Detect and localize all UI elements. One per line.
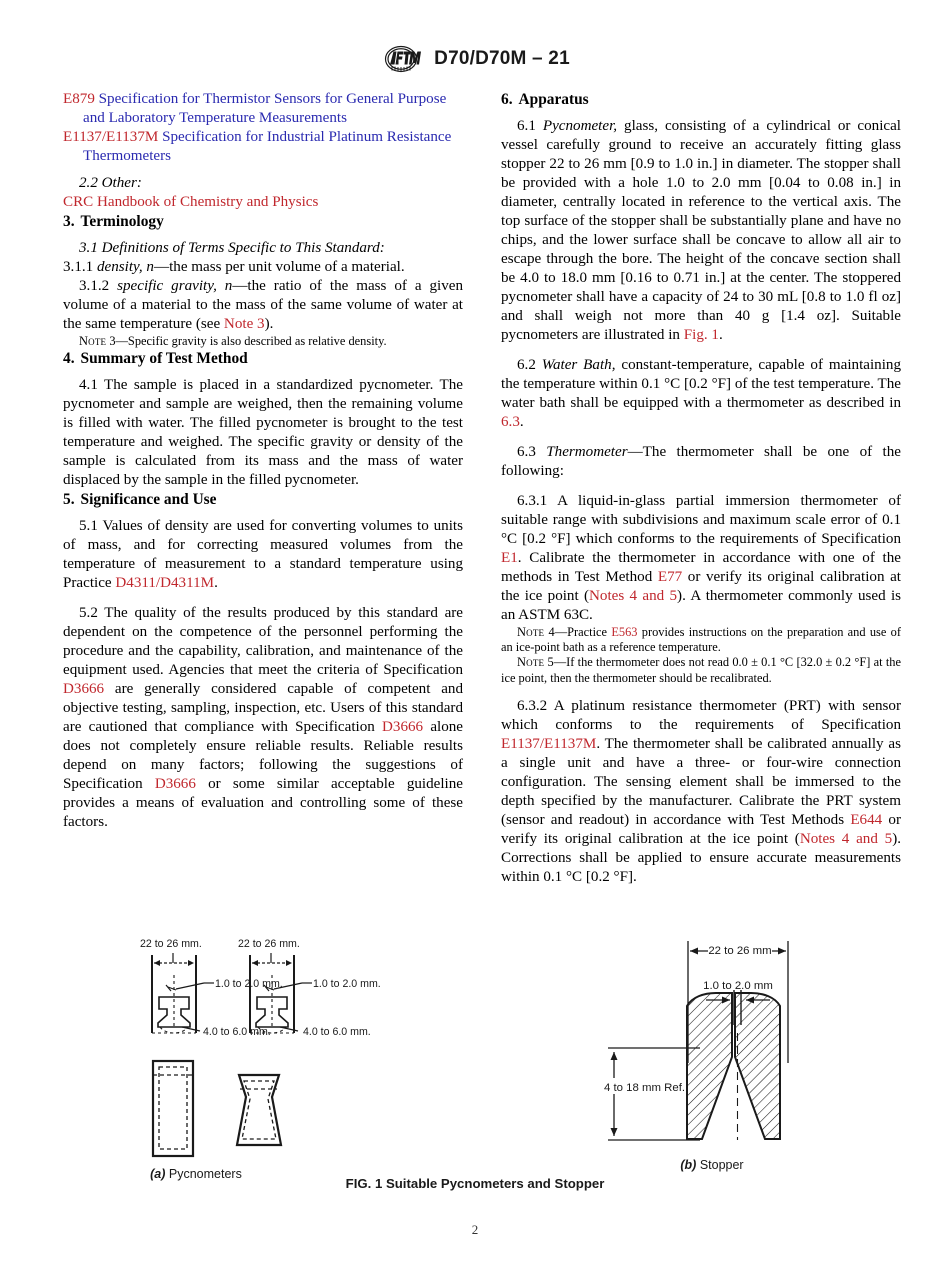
note-text: 4—Practice [544,625,612,639]
note-label: Note [517,655,545,670]
figure-caption: FIG. 1 Suitable Pycnometers and Stopper [345,1176,605,1191]
note-text: 5—If the thermometer does not read 0.0 ± 0.1 °C [32.0 ± 0.2 °F] at the ice point, then the thermometer should be recalibrated. [501,655,901,685]
section-heading-3 [63,212,463,231]
note-3 [63,334,463,349]
paragraph-text: or verify its original calibration at the ice point ( [501,569,901,604]
paragraph-3-1: 3.1 Definitions of Terms Specific to This Standard: [79,240,385,256]
paragraph-text-end: or some similar acceptable guideline provides a means of evaluation and controlling some of these factors. [63,776,463,831]
section-title: Terminology [80,213,164,230]
astm-logo-icon [380,44,424,74]
apparatus-term: Thermometer [546,444,628,460]
link-fig-1[interactable]: Fig. 1 [683,327,719,343]
dim-label-diameter-right: 22 to 26 mm. [238,938,300,950]
dim-label-concave-left: 4.0 to 6.0 mm. [203,1026,271,1038]
section-number: 3. [63,213,75,230]
subfigure-a-tag: (a) [150,1167,166,1181]
paragraph-4-1: 4.1 The sample is placed in a standardized pycnometer. The pycnometer and sample are weighed, then the remaining volume is filled with water. The filled pycnometer is brought to the test temperature and weighed. The specific gravity or density of the sample is calculated from its mass and the mass of water displaced by the sample in the filled pycnometer. [63,377,463,489]
paragraph-text-end: ). A thermometer commonly used is an ASTM 63C. [501,588,902,623]
dim-label-diameter-left: 22 to 26 mm. [140,938,202,950]
link-e1[interactable]: E1 [501,550,518,566]
link-d3666-1[interactable]: D3666 [63,681,105,698]
page-body [63,90,901,887]
section-title: Apparatus [518,91,589,108]
link-d3666-2[interactable]: D3666 [382,719,424,736]
definition-text: —the mass per unit volume of a material. [153,259,405,275]
dim-label-bore-right: 1.0 to 2.0 mm. [313,978,381,990]
defined-term: specific gravity, n [117,278,233,294]
paragraph-text: 5.1 Values of density are used for converting volumes to units of mass, and for correcting measured volumes from the temperature of measurement to a standard temperature using Practice [63,518,463,592]
link-e563[interactable]: E563 [611,625,638,639]
paragraph-6-3-1 [501,492,901,625]
left-column [63,90,463,887]
paragraph-5-2 [63,604,463,832]
page-header [0,44,950,74]
paragraph-text: or verify its original calibration at the ice point ( [501,811,901,847]
note-label: Note [517,625,545,639]
page-number: 2 [471,1222,479,1237]
apparatus-term: Water Bath, [541,357,616,373]
page-title: D70/D70M – 21 [434,48,570,69]
cylindrical-pycnometer [153,1061,193,1156]
defined-term: density, n [96,259,154,275]
reference-designation[interactable]: E879 [63,91,95,107]
section-heading-5 [63,490,463,509]
subfigure-a-text: Pycnometers [165,1167,242,1181]
paragraph-6-3 [501,443,901,481]
note-4 [501,625,901,655]
referenced-document-e1137[interactable] [63,128,463,166]
reference-crc-handbook[interactable]: CRC Handbook of Chemistry and Physics [63,194,319,210]
section-number: 5. [63,491,75,509]
paragraph-text: —The thermometer shall be one of the following: [501,444,901,479]
link-e644[interactable]: E644 [850,811,883,828]
link-d3666-3[interactable]: D3666 [154,776,196,793]
link-e77[interactable]: E77 [657,569,683,585]
section-title: Summary of Test Method [80,350,248,368]
paragraph-text-end: . [214,575,218,592]
subsection-2-2-other: 2.2 Other: [79,175,142,191]
reference-title[interactable]: Specification for Thermistor Sensors for General Purpose and Laboratory Temperature Measurements [83,91,447,126]
dim-label-bore-stopper: 1.0 to 2.0 mm [703,980,773,992]
referenced-document-e879[interactable] [63,90,463,128]
paragraph-3-1-1 [63,258,463,277]
link-notes-4-and-5[interactable]: Notes 4 and 5 [799,830,893,847]
link-d4311[interactable]: D4311/D4311M [115,575,215,592]
figure-1-drawing [0,915,950,1205]
paragraph-text: 5.2 The quality of the results produced by this standard are dependent on the competence of the personnel performing the procedure and the capability, calibration, and maintenance of the equipment used. Agencies that meet the criteria of Specification [63,605,463,679]
section-title: Significance and Use [80,491,217,509]
link-notes-4-and-5[interactable]: Notes 4 and 5 [589,588,678,604]
paragraph-6-3-2 [501,697,901,887]
dim-label-diameter-stopper: 22 to 26 mm [708,945,772,957]
subfigure-b-text: Stopper [696,1158,744,1172]
pycnometer-neck-detail-right [250,953,312,1033]
clause-number: 3.1.1 [63,259,94,275]
clause-number: 6.1 [517,118,536,134]
paragraph-text: are generally considered capable of competent and objective testing, sampling, inspection, etc. Users of this standard are cautioned that compliance with Specification [63,681,463,736]
paragraph-6-2 [501,356,901,432]
conical-pycnometer [237,1075,281,1145]
definition-text: —the ratio of the mass of a given volume of a material to the mass of the same volume of water at the same temperature (see [63,278,464,332]
dim-label-height-stopper: 4 to 18 mm Ref. [604,1082,686,1094]
reference-title[interactable]: Specification for Industrial Platinum Resistance Thermometers [83,129,452,164]
note-text-end: provides instructions on the preparation and use of an ice-point bath as a reference temperature. [501,625,901,655]
stopper-cross-section [600,941,788,1140]
paragraph-text: constant-temperature, capable of maintaining the temperature within 0.1 °C [0.2 °F] of the test temperature. The water bath shall be equipped with a thermometer as described in [501,357,901,411]
paragraph-text: . The thermometer shall be calibrated annually as a single unit and have a three- or four-wire connection configuration. The sensing element shall be immersed to the depth specified by the manufacturer. Calibrate the PRT system (sensor and readout) in accordance with Test Methods [501,735,901,828]
paragraph-text-end: ). Corrections shall be applied to ensure accurate measurements within 0.1 °C [0.2 °F]. [501,830,902,885]
paragraph-text: 6.3.1 A liquid-in-glass partial immersion thermometer of suitable range with subdivisions and maximum scale error of 0.1 °C [0.2 °F] which conforms to the requirements of Specification [501,493,901,547]
definition-text-end: ). [264,316,274,332]
section-heading-4 [63,349,463,368]
paragraph-text-end: . [519,414,524,430]
paragraph-text-end: . [718,327,723,343]
figure-1 [0,915,950,1205]
link-e1137-e1137m[interactable]: E1137/E1137M [501,735,597,752]
section-number: 6. [501,91,513,108]
paragraph-3-1-2 [63,277,463,334]
note-text: 3—Specific gravity is also described as relative density. [106,334,387,348]
paragraph-text: 6.3.2 A platinum resistance thermometer (PRT) with sensor which conforms to the requirements of Specification [501,697,901,733]
paragraph-text: alone does not completely ensure reliable results. Reliable results depend on many factors; following the suggestions of Specification [63,719,464,793]
section-heading-6 [501,90,901,109]
paragraph-text: . Calibrate the thermometer in accordance with one of the methods in Test Method [501,550,901,585]
paragraph-text: glass, consisting of a cylindrical or conical vessel carefully ground to receive an accurately fitting glass stopper 22 to 26 mm [0.9 to 1.0 in.] in diameter. The stopper shall be provided with a hole 1.0 to 2.0 mm [0.04 to 0.08 in.] in diameter, centrally located in reference to the vertical axis. The top surface of the stopper shall be substantially plane and have no chips, and the lower surface shall be concave to allow all air to escape through the bore. The height of the concave section shall be 4.0 to 18.0 mm [0.16 to 0.71 in.] at the center. The stoppered pycnometer shall have a capacity of 24 to 30 mL [0.8 to 1.0 fl oz] and shall weigh not more than 40 g [1.4 oz]. Suitable pycnometers are illustrated in [501,118,901,343]
link-note-3[interactable]: Note 3 [223,316,265,332]
subfigure-b-label [680,1158,743,1172]
note-5 [501,655,901,685]
clause-number: 3.1.2 [79,278,110,294]
section-number: 4. [63,350,75,368]
dim-label-bore-left: 1.0 to 2.0 mm. [215,978,283,990]
clause-number: 6.3 [517,444,536,460]
dim-label-concave-right: 4.0 to 6.0 mm. [303,1026,371,1038]
clause-number: 6.2 [517,357,536,373]
reference-designation[interactable]: E1137/E1137M [63,129,159,145]
pycnometer-neck-detail-left [152,953,214,1033]
note-label: Note [79,334,107,348]
right-column [501,90,901,887]
paragraph-5-1 [63,517,463,593]
subfigure-b-tag: (b) [680,1158,697,1172]
apparatus-term: Pycnometer, [542,118,618,134]
paragraph-6-1 [501,117,901,345]
link-6-3[interactable]: 6.3 [501,414,520,430]
